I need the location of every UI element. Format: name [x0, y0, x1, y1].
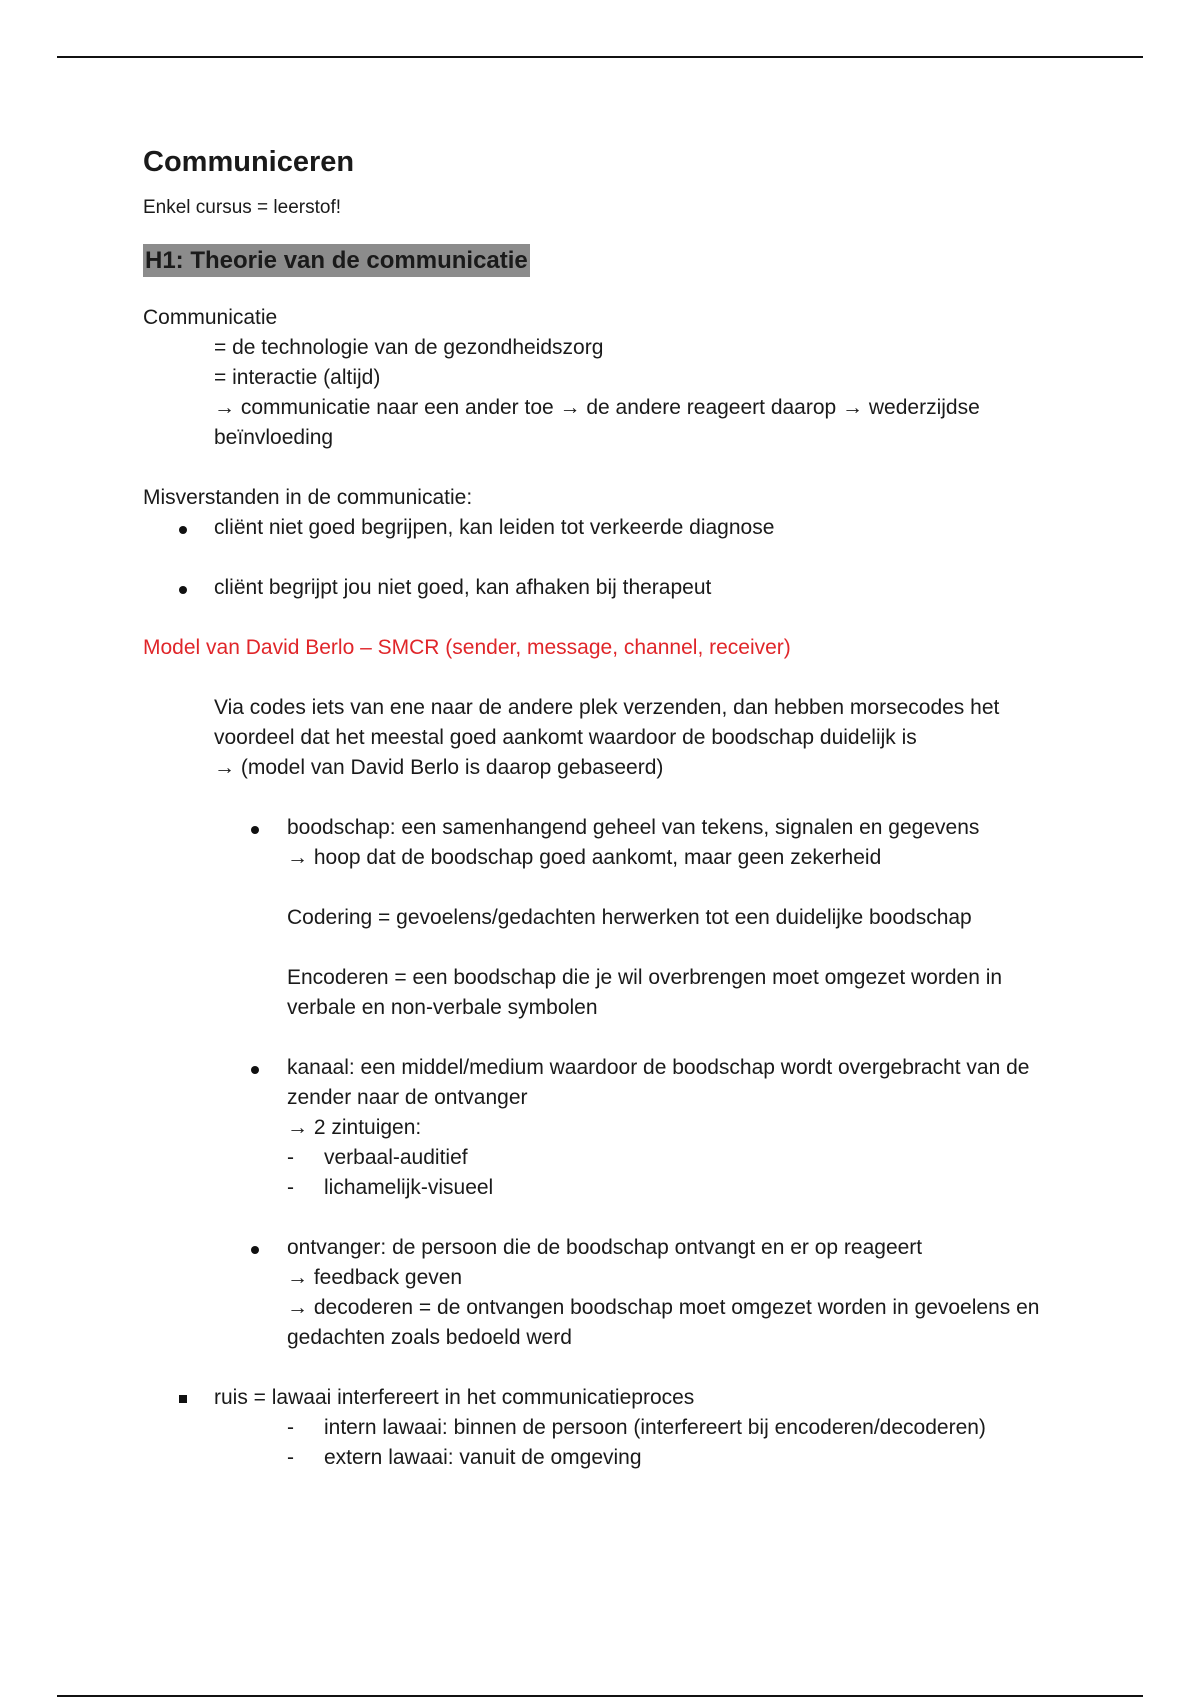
- encoderen-text: Encoderen = een boodschap die je wil overbrengen moet omgezet worden in verbale en non-verbale symbolen: [287, 966, 1003, 1019]
- ruis-label: ruis = lawaai interfereert in het communicatieproces: [214, 1386, 695, 1409]
- bullet-icon: [179, 586, 187, 594]
- ruis-subitem-text: intern lawaai: binnen de persoon (interfereert bij encoderen/decoderen): [324, 1416, 986, 1439]
- kanaal-label: kanaal: een middel/medium waardoor de boodschap wordt overgebracht van de zender naar de ontvanger: [287, 1056, 1030, 1109]
- list-item: [143, 513, 1063, 543]
- square-bullet-icon: [179, 1395, 187, 1403]
- kanaal-arrow: → 2 zintuigen:: [287, 1116, 422, 1139]
- list-item-ontvanger: [143, 1233, 1063, 1353]
- dash-marker: -: [287, 1176, 294, 1199]
- dash-marker: -: [287, 1446, 294, 1469]
- footer-rule: [57, 1695, 1143, 1697]
- communicatie-def-3: → communicatie naar een ander toe → de andere reageert daarop → wederzijdse beïnvloeding: [214, 396, 980, 449]
- codering-text: Codering = gevoelens/gedachten herwerken tot een duidelijke boodschap: [287, 906, 972, 929]
- bullet-icon: [179, 526, 187, 534]
- ontvanger-arrow-2: → decoderen = de ontvangen boodschap moet omgezet worden in gevoelens en gedachten zoals bedoeld werd: [287, 1296, 1040, 1349]
- ruis-subitems: [143, 1413, 1063, 1473]
- document-title: Communiceren: [143, 146, 355, 178]
- ruis-subitem-text: extern lawaai: vanuit de omgeving: [324, 1446, 642, 1469]
- kanaal-subitem: [287, 1173, 1063, 1203]
- misverstanden-heading: Misverstanden in de communicatie:: [143, 486, 473, 509]
- ruis-subitem: [287, 1413, 1063, 1443]
- model-intro-arrow: → (model van David Berlo is daarop gebaseerd): [214, 756, 664, 779]
- ontvanger-arrow-1: → feedback geven: [287, 1266, 463, 1289]
- header-rule: [57, 56, 1143, 58]
- communicatie-def-1: = de technologie van de gezondheidszorg: [214, 336, 604, 359]
- document-page: [143, 142, 1063, 1473]
- bullet-icon: [251, 1066, 259, 1074]
- ruis-subitem: [287, 1443, 1063, 1473]
- kanaal-subitem-text: lichamelijk-visueel: [324, 1176, 494, 1199]
- kanaal-subitem-text: verbaal-auditief: [324, 1146, 468, 1169]
- communicatie-term: Communicatie: [143, 306, 278, 329]
- misverstand-text: cliënt niet goed begrijpen, kan leiden tot verkeerde diagnose: [214, 516, 775, 539]
- misverstand-text: cliënt begrijpt jou niet goed, kan afhaken bij therapeut: [214, 576, 712, 599]
- kanaal-subitem: [287, 1143, 1063, 1173]
- list-item: [143, 573, 1063, 603]
- model-intro: Via codes iets van ene naar de andere plek verzenden, dan hebben morsecodes het voordeel dat het meestal goed aankomt waardoor de boodschap duidelijk is: [214, 696, 1000, 749]
- ontvanger-label: ontvanger: de persoon die de boodschap ontvangt en er op reageert: [287, 1236, 923, 1259]
- list-item-ruis: [143, 1383, 1063, 1413]
- dash-marker: -: [287, 1416, 294, 1439]
- list-item-kanaal: [143, 1053, 1063, 1203]
- bullet-icon: [251, 826, 259, 834]
- model-heading: Model van David Berlo – SMCR (sender, message, channel, receiver): [143, 636, 791, 659]
- list-item-boodschap: [143, 813, 1063, 1023]
- bullet-icon: [251, 1246, 259, 1254]
- boodschap-arrow: → hoop dat de boodschap goed aankomt, maar geen zekerheid: [287, 846, 882, 869]
- communicatie-def-2: = interactie (altijd): [214, 366, 381, 389]
- document-subtitle: Enkel cursus = leerstof!: [143, 197, 342, 218]
- chapter-heading: H1: Theorie van de communicatie: [143, 244, 530, 277]
- dash-marker: -: [287, 1146, 294, 1169]
- boodschap-label: boodschap: een samenhangend geheel van tekens, signalen en gegevens: [287, 816, 980, 839]
